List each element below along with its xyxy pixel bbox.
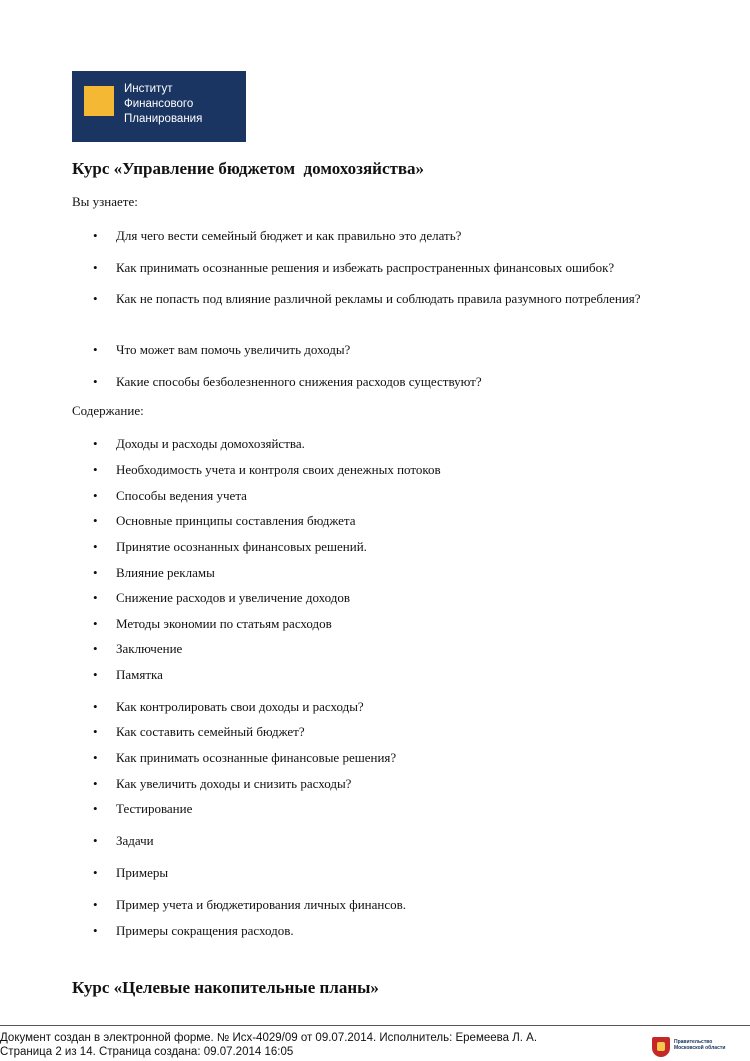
list-item: • Для чего вести семейный бюджет и как правильно это делать? bbox=[116, 226, 676, 245]
coat-of-arms-icon bbox=[652, 1037, 670, 1057]
list-item: • Как принимать осознанные финансовые решения? bbox=[116, 748, 676, 767]
footer bbox=[0, 1031, 537, 1059]
government-logo-line: Московской области bbox=[674, 1045, 726, 1051]
logo-line: Планирования bbox=[124, 113, 203, 125]
list-item: • Задачи bbox=[116, 831, 676, 850]
list-item: • Пример учета и бюджетирования личных финансов. bbox=[116, 895, 676, 914]
list-item: • Как контролировать свои доходы и расходы? bbox=[116, 697, 676, 716]
government-logo-line: Правительство bbox=[674, 1039, 713, 1045]
list-item: • Принятие осознанных финансовых решений. bbox=[116, 537, 676, 556]
logo-text bbox=[124, 82, 202, 127]
logo-square-icon bbox=[84, 86, 114, 116]
list-item: • Примеры bbox=[116, 863, 676, 882]
course-title: Курс «Управление бюджетом домохозяйства» bbox=[72, 159, 425, 178]
list-item: • Как не попасть под влияние различной рекламы и соблюдать правила разумного потребления? bbox=[116, 289, 676, 308]
list-item: • Влияние рекламы bbox=[116, 563, 676, 582]
list-item: • Тестирование bbox=[116, 799, 676, 818]
logo-line: Институт bbox=[124, 83, 173, 95]
logo-line: Финансового bbox=[124, 98, 194, 110]
footer-page-info: Страница 2 из 14. Страница создана: 09.07.2014 16:05 bbox=[0, 1046, 294, 1058]
institute-logo bbox=[72, 71, 246, 142]
list-item: • Примеры сокращения расходов. bbox=[116, 921, 676, 940]
list-item: • Как составить семейный бюджет? bbox=[116, 722, 676, 741]
content-label: Содержание: bbox=[72, 403, 144, 418]
list-item: • Как увеличить доходы и снизить расходы? bbox=[116, 774, 676, 793]
footer-divider bbox=[0, 1025, 750, 1026]
list-item: • Основные принципы составления бюджета bbox=[116, 511, 676, 530]
list-item: • Необходимость учета и контроля своих денежных потоков bbox=[116, 460, 676, 479]
course-title: Курс «Целевые накопительные планы» bbox=[72, 978, 379, 997]
list-item: • Доходы и расходы домохозяйства. bbox=[116, 434, 676, 453]
list-item: • Какие способы безболезненного снижения расходов существуют? bbox=[116, 372, 676, 391]
list-item: • Памятка bbox=[116, 665, 676, 684]
list-item: • Методы экономии по статьям расходов bbox=[116, 614, 676, 633]
list-item: • Заключение bbox=[116, 639, 676, 658]
list-item: • Способы ведения учета bbox=[116, 486, 676, 505]
footer-document-info: Документ создан в электронной форме. № Исх-4029/09 от 09.07.2014. Исполнитель: Еремеева Л. А. bbox=[0, 1032, 538, 1044]
learn-label: Вы узнаете: bbox=[72, 194, 138, 209]
government-logo-text bbox=[674, 1039, 725, 1051]
list-item: • Что может вам помочь увеличить доходы? bbox=[116, 340, 676, 359]
list-item: • Снижение расходов и увеличение доходов bbox=[116, 588, 676, 607]
government-logo bbox=[652, 1036, 750, 1058]
list-item: • Как принимать осознанные решения и избежать распространенных финансовых ошибок? bbox=[116, 258, 676, 277]
